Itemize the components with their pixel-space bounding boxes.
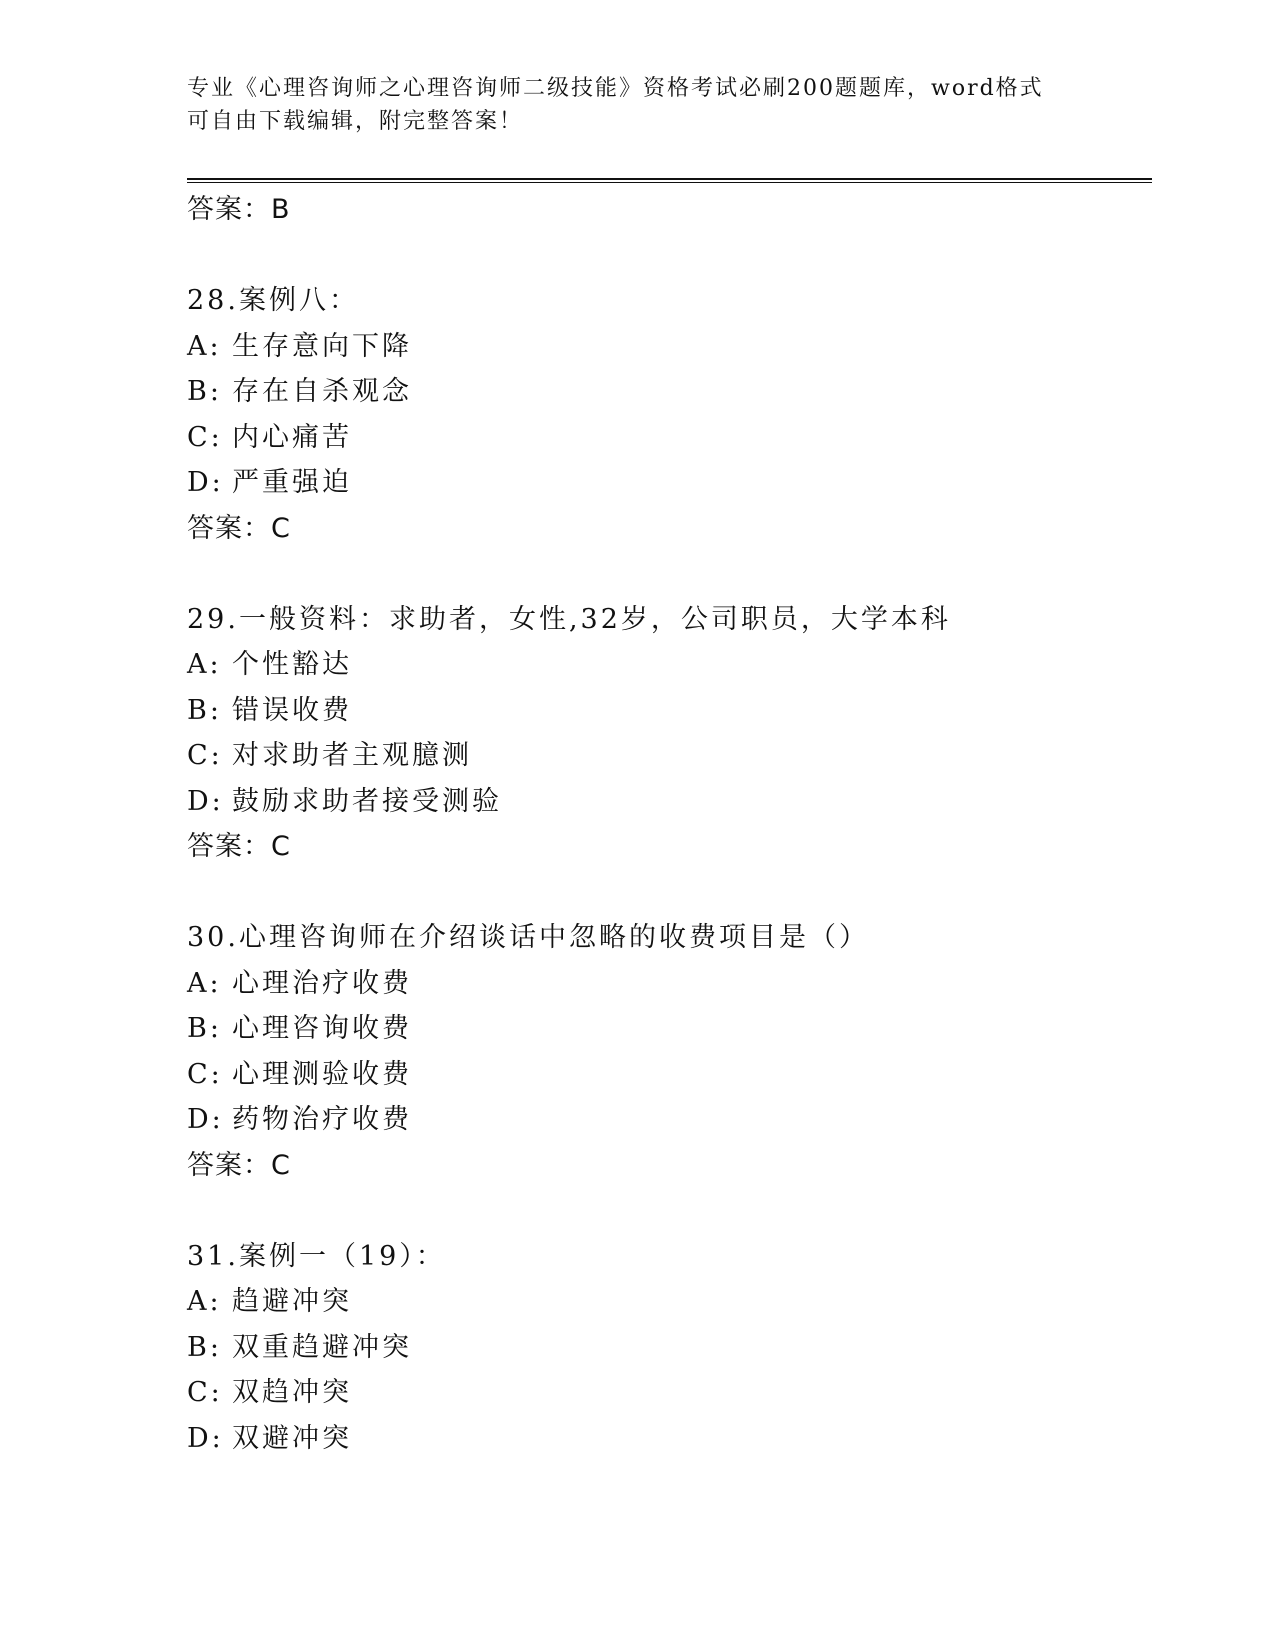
option-item [187,1370,1147,1416]
option-letter: A: [187,330,222,362]
answer-line: 答案：C [187,1149,291,1181]
option-letter: D: [187,785,224,817]
option-letter: B: [187,694,222,726]
option-item [187,779,1147,825]
option-letter: A: [187,967,222,999]
option-item [187,1325,1147,1371]
option-text: 药物治疗收费 [232,1104,412,1135]
option-item [187,1279,1147,1325]
spacer [187,869,1147,915]
question-block [187,597,1147,870]
option-letter: C: [187,1377,223,1408]
option-text: 双重趋避冲突 [232,1331,412,1363]
option-letter: D: [187,467,224,498]
option-item [187,642,1147,688]
spacer [187,551,1147,597]
option-text: 对求助者主观臆测 [232,740,472,771]
question-list [187,187,1147,1461]
question-title: 28.案例八： [187,285,359,316]
option-item [187,460,1147,506]
header-divider-thin [187,182,1152,183]
option-text: 个性豁达 [232,649,352,680]
option-letter: D: [187,1422,224,1454]
option-letter: C: [187,1058,223,1090]
option-letter: B: [187,1331,222,1363]
question-block [187,278,1147,551]
option-item [187,961,1147,1007]
option-item [187,1097,1147,1143]
header-divider-thick [187,178,1152,180]
page-header [187,72,1087,138]
question-title: 31.案例一（19）： [187,1240,446,1272]
option-item [187,688,1147,734]
option-letter: B: [187,376,222,407]
option-text: 鼓励求助者接受测验 [232,785,502,817]
option-letter: A: [187,649,222,680]
answer-line: 答案：C [187,831,291,862]
header-title-line-1: 专业《心理咨询师之心理咨询师二级技能》资格考试必刷200题题库，word格式 [187,76,1044,101]
option-text: 双趋冲突 [232,1377,352,1408]
option-letter: B: [187,1013,222,1044]
question-block [187,915,1147,1188]
option-text: 双避冲突 [232,1422,352,1454]
spacer [187,232,1147,278]
header-title-line-2: 可自由下载编辑，附完整答案！ [187,109,524,134]
answer-line: 答案：B [187,194,291,225]
option-text: 心理测验收费 [232,1058,412,1090]
answer-line: 答案：C [187,512,291,544]
question-block [187,1234,1147,1462]
option-letter: A: [187,1286,222,1317]
option-item [187,369,1147,415]
option-item [187,415,1147,461]
question-title: 30.心理咨询师在介绍谈话中忽略的收费项目是（） [187,922,869,953]
option-item [187,324,1147,370]
option-text: 心理治疗收费 [232,967,412,999]
option-item [187,1006,1147,1052]
option-item [187,1416,1147,1462]
option-text: 严重强迫 [232,467,352,498]
option-letter: D: [187,1104,224,1135]
option-text: 存在自杀观念 [232,376,412,407]
option-text: 错误收费 [232,694,352,726]
option-item [187,733,1147,779]
option-letter: C: [187,740,223,771]
question-title: 29.一般资料：求助者，女性,32岁，公司职员，大学本科 [187,603,951,635]
option-text: 生存意向下降 [232,330,412,362]
option-letter: C: [187,421,223,453]
option-text: 趋避冲突 [232,1286,352,1317]
spacer [187,1188,1147,1234]
option-text: 内心痛苦 [232,421,352,453]
option-text: 心理咨询收费 [232,1013,412,1044]
option-item [187,1052,1147,1098]
